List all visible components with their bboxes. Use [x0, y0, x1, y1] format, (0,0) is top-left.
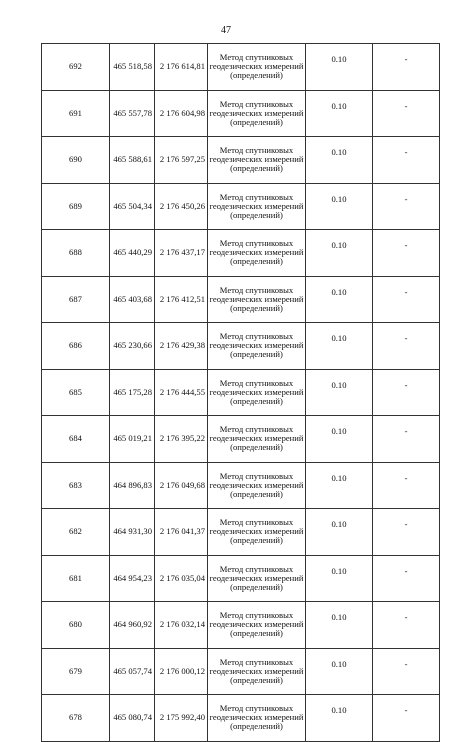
y-coordinate-cell: 2 176 000,12 [155, 648, 208, 695]
y-coordinate-cell: 2 176 429,38 [155, 323, 208, 370]
method-line: (определений) [230, 349, 283, 360]
note-cell: - [373, 230, 440, 277]
point-number-cell: 689 [42, 183, 110, 230]
coordinates-table [41, 43, 440, 742]
method-line: (определений) [230, 674, 283, 685]
method-line: Метод спутниковых [219, 563, 294, 574]
method-line: (определений) [230, 256, 283, 267]
method-line: (определений) [230, 721, 283, 732]
x-coordinate-cell: 464 931,30 [110, 509, 155, 556]
method-line: геодезических измерений [209, 712, 304, 723]
table-row [42, 44, 440, 91]
point-number-cell: 687 [42, 276, 110, 323]
y-coordinate-cell: 2 176 450,26 [155, 183, 208, 230]
point-number-cell: 680 [42, 602, 110, 649]
method-cell [208, 695, 306, 742]
x-coordinate-cell: 465 019,21 [110, 416, 155, 463]
page-number: 47 [221, 25, 231, 36]
table-row [42, 602, 440, 649]
method-line: Метод спутниковых [219, 470, 294, 481]
method-cell [208, 323, 306, 370]
point-number-cell: 685 [42, 369, 110, 416]
table-row [42, 462, 440, 509]
y-coordinate-cell: 2 176 412,51 [155, 276, 208, 323]
method-cell [208, 90, 306, 137]
note-cell: - [373, 555, 440, 602]
method-line: (определений) [230, 302, 283, 313]
method-line: Метод спутниковых [219, 517, 294, 528]
x-coordinate-cell: 465 230,66 [110, 323, 155, 370]
method-cell [208, 137, 306, 184]
y-coordinate-cell: 2 175 992,40 [155, 695, 208, 742]
table-row [42, 137, 440, 184]
method-line: Метод спутниковых [219, 424, 294, 435]
method-line: Метод спутниковых [219, 331, 294, 342]
table-row [42, 369, 440, 416]
accuracy-cell: 0.10 [306, 648, 373, 695]
note-cell: - [373, 44, 440, 91]
y-coordinate-cell: 2 176 395,22 [155, 416, 208, 463]
point-number-cell: 690 [42, 137, 110, 184]
table-row [42, 276, 440, 323]
accuracy-cell: 0.10 [306, 183, 373, 230]
method-line: (определений) [230, 395, 283, 406]
method-line: (определений) [230, 116, 283, 127]
note-cell: - [373, 323, 440, 370]
method-line: геодезических измерений [209, 386, 304, 397]
accuracy-cell: 0.10 [306, 602, 373, 649]
note-cell: - [373, 183, 440, 230]
method-line: геодезических измерений [209, 526, 304, 537]
note-cell: - [373, 462, 440, 509]
method-line: Метод спутниковых [219, 610, 294, 621]
accuracy-cell: 0.10 [306, 555, 373, 602]
accuracy-cell: 0.10 [306, 369, 373, 416]
point-number-cell: 679 [42, 648, 110, 695]
point-number-cell: 683 [42, 462, 110, 509]
note-cell: - [373, 648, 440, 695]
x-coordinate-cell: 465 080,74 [110, 695, 155, 742]
y-coordinate-cell: 2 176 049,68 [155, 462, 208, 509]
method-line: (определений) [230, 209, 283, 220]
method-line: геодезических измерений [209, 107, 304, 118]
x-coordinate-cell: 465 175,28 [110, 369, 155, 416]
method-cell [208, 555, 306, 602]
note-cell: - [373, 137, 440, 184]
accuracy-cell: 0.10 [306, 90, 373, 137]
method-line: (определений) [230, 163, 283, 174]
y-coordinate-cell: 2 176 035,04 [155, 555, 208, 602]
x-coordinate-cell: 464 954,23 [110, 555, 155, 602]
point-number-cell: 684 [42, 416, 110, 463]
method-cell [208, 44, 306, 91]
method-line: геодезических измерений [209, 340, 304, 351]
method-cell [208, 369, 306, 416]
note-cell: - [373, 509, 440, 556]
accuracy-cell: 0.10 [306, 509, 373, 556]
note-cell: - [373, 416, 440, 463]
method-line: (определений) [230, 70, 283, 81]
table-row [42, 323, 440, 370]
accuracy-cell: 0.10 [306, 462, 373, 509]
y-coordinate-cell: 2 176 437,17 [155, 230, 208, 277]
note-cell: - [373, 602, 440, 649]
method-cell [208, 183, 306, 230]
accuracy-cell: 0.10 [306, 44, 373, 91]
method-line: Метод спутниковых [219, 191, 294, 202]
method-line: Метод спутниковых [219, 703, 294, 714]
note-cell: - [373, 695, 440, 742]
method-line: геодезических измерений [209, 154, 304, 165]
table-row [42, 648, 440, 695]
method-line: геодезических измерений [209, 665, 304, 676]
table-row [42, 695, 440, 742]
y-coordinate-cell: 2 176 041,37 [155, 509, 208, 556]
accuracy-cell: 0.10 [306, 230, 373, 277]
table-row [42, 416, 440, 463]
y-coordinate-cell: 2 176 597,25 [155, 137, 208, 184]
accuracy-cell: 0.10 [306, 416, 373, 463]
method-line: геодезических измерений [209, 619, 304, 630]
x-coordinate-cell: 464 896,83 [110, 462, 155, 509]
point-number-cell: 688 [42, 230, 110, 277]
x-coordinate-cell: 465 403,68 [110, 276, 155, 323]
method-line: Метод спутниковых [219, 52, 294, 63]
x-coordinate-cell: 465 440,29 [110, 230, 155, 277]
x-coordinate-cell: 465 588,61 [110, 137, 155, 184]
method-line: Метод спутниковых [219, 98, 294, 109]
accuracy-cell: 0.10 [306, 323, 373, 370]
point-number-cell: 686 [42, 323, 110, 370]
table-row [42, 90, 440, 137]
accuracy-cell: 0.10 [306, 137, 373, 184]
method-line: (определений) [230, 442, 283, 453]
x-coordinate-cell: 464 960,92 [110, 602, 155, 649]
method-cell [208, 416, 306, 463]
coordinates-table-body [42, 44, 440, 742]
x-coordinate-cell: 465 504,34 [110, 183, 155, 230]
method-line: Метод спутниковых [219, 284, 294, 295]
method-line: геодезических измерений [209, 61, 304, 72]
method-line: Метод спутниковых [219, 238, 294, 249]
table-row [42, 509, 440, 556]
table-row [42, 230, 440, 277]
y-coordinate-cell: 2 176 614,81 [155, 44, 208, 91]
point-number-cell: 682 [42, 509, 110, 556]
method-cell [208, 648, 306, 695]
accuracy-cell: 0.10 [306, 695, 373, 742]
method-cell [208, 509, 306, 556]
accuracy-cell: 0.10 [306, 276, 373, 323]
note-cell: - [373, 369, 440, 416]
y-coordinate-cell: 2 176 032,14 [155, 602, 208, 649]
method-line: (определений) [230, 628, 283, 639]
point-number-cell: 691 [42, 90, 110, 137]
note-cell: - [373, 276, 440, 323]
method-line: (определений) [230, 581, 283, 592]
point-number-cell: 692 [42, 44, 110, 91]
y-coordinate-cell: 2 176 444,55 [155, 369, 208, 416]
method-line: геодезических измерений [209, 572, 304, 583]
method-line: геодезических измерений [209, 293, 304, 304]
x-coordinate-cell: 465 057,74 [110, 648, 155, 695]
method-line: (определений) [230, 535, 283, 546]
method-line: геодезических измерений [209, 479, 304, 490]
method-line: геодезических измерений [209, 433, 304, 444]
point-number-cell: 681 [42, 555, 110, 602]
table-row [42, 555, 440, 602]
method-line: геодезических измерений [209, 247, 304, 258]
x-coordinate-cell: 465 557,78 [110, 90, 155, 137]
method-line: (определений) [230, 488, 283, 499]
method-line: Метод спутниковых [219, 377, 294, 388]
y-coordinate-cell: 2 176 604,98 [155, 90, 208, 137]
x-coordinate-cell: 465 518,58 [110, 44, 155, 91]
note-cell: - [373, 90, 440, 137]
method-line: Метод спутниковых [219, 145, 294, 156]
method-cell [208, 602, 306, 649]
method-cell [208, 462, 306, 509]
method-cell [208, 230, 306, 277]
point-number-cell: 678 [42, 695, 110, 742]
table-row [42, 183, 440, 230]
method-cell [208, 276, 306, 323]
method-line: геодезических измерений [209, 200, 304, 211]
method-line: Метод спутниковых [219, 656, 294, 667]
